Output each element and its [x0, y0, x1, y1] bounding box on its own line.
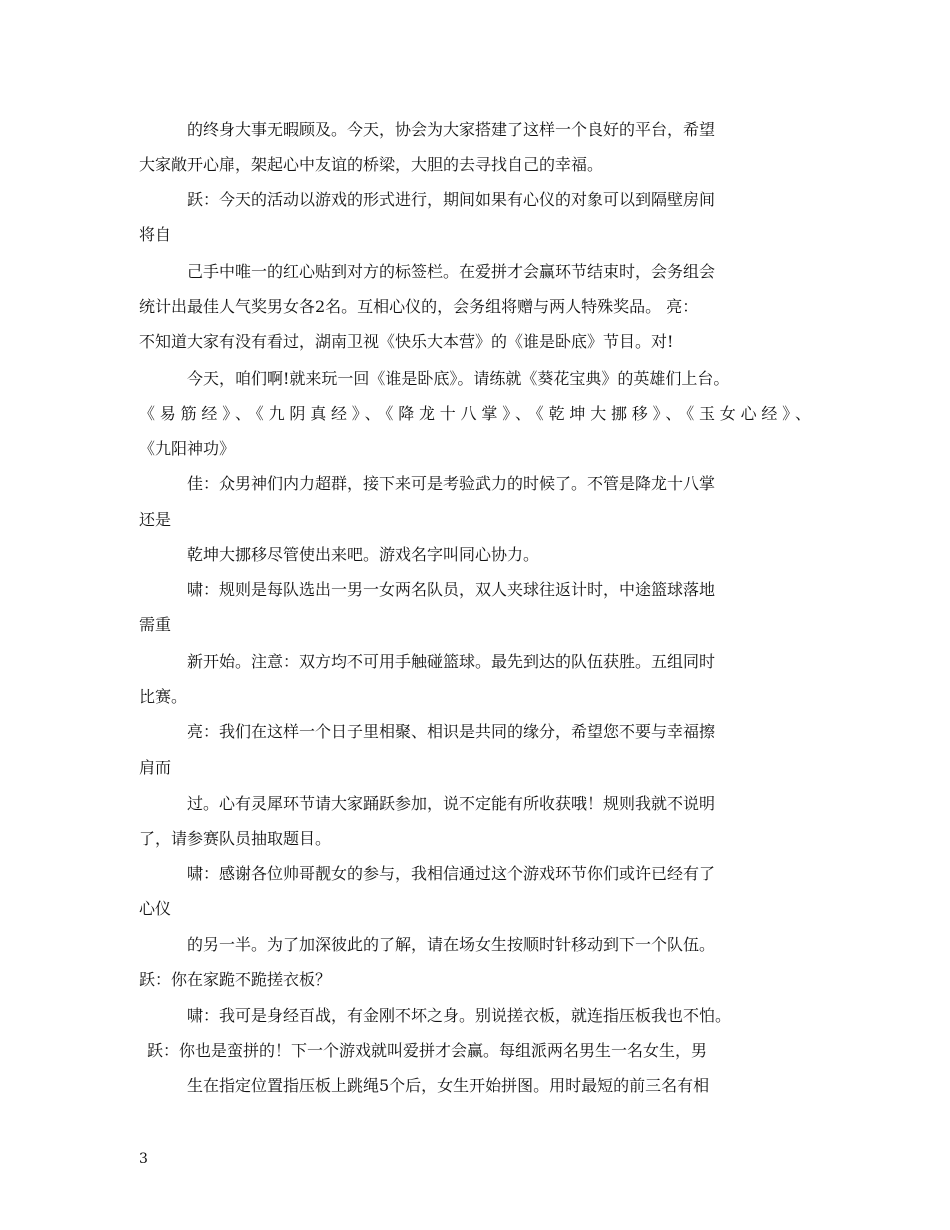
text-line: 《九阳神功》 [139, 439, 236, 458]
text-line: 己手中唯一的红心贴到对方的标签栏。在爱拼才会赢环节结束时，会务组会 [187, 262, 716, 281]
text-line: 跃：你也是蛮拼的！下一个游戏就叫爱拼才会赢。每组派两名男生一名女生，男 [147, 1041, 708, 1060]
text-line: 还是 [139, 510, 172, 529]
text-line: 《易筋经》、《九阴真经》、《降龙十八掌》、《乾坤大挪移》、《玉女心经》、 [139, 404, 811, 423]
text-line: 心仪 [139, 899, 172, 918]
text-line: 不知道大家有没有看过，湖南卫视《快乐大本营》的《谁是卧底》节目。对! [139, 332, 674, 351]
text-line: 过。心有灵犀环节请大家踊跃参加，说不定能有所收获哦！规则我就不说明 [187, 794, 716, 813]
text-line: 大家敞开心扉，架起心中友谊的桥梁，大胆的去寻找自己的幸福。 [139, 155, 604, 174]
page-number: 3 [139, 1151, 148, 1167]
text-line: 佳：众男神们内力超群，接下来可是考验武力的时候了。不管是降龙十八掌 [187, 474, 716, 493]
text-line: 啸：我可是身经百战，有金刚不坏之身。别说搓衣板，就连指压板我也不怕。 [187, 1006, 732, 1025]
text-line: 的另一半。为了加深彼此的了解，请在场女生按顺时针移动到下一个队伍。 [187, 935, 716, 954]
text-line: 亮：我们在这样一个日子里相聚、相识是共同的缘分，希望您不要与幸福擦 [187, 722, 716, 741]
text-line: 的终身大事无暇顾及。今天，协会为大家搭建了这样一个良好的平台，希望 [187, 120, 716, 139]
text-line: 乾坤大挪移尽管使出来吧。游戏名字叫同心协力。 [187, 545, 540, 564]
text-line: 了，请参赛队员抽取题目。 [139, 829, 332, 848]
text-line: 跃：你在家跪不跪搓衣板？ [139, 970, 332, 989]
text-line: 比赛。 [139, 687, 188, 706]
text-line: 啸：规则是每队选出一男一女两名队员，双人夹球往返计时，中途篮球落地 [187, 580, 716, 599]
text-line: 将自 [139, 225, 172, 244]
text-line: 统计出最佳人气奖男女各2名。互相心仪的，会务组将赠与两人特殊奖品。 亮： [139, 297, 699, 316]
text-line: 啸：感谢各位帅哥靓女的参与，我相信通过这个游戏环节你们或许已经有了 [187, 864, 716, 883]
text-line: 新开始。注意：双方均不可用手触碰篮球。最先到达的队伍获胜。五组同时 [187, 652, 716, 671]
text-line: 肩而 [139, 758, 172, 777]
text-line: 需重 [139, 615, 172, 634]
text-line: 跃：今天的活动以游戏的形式进行，期间如果有心仪的对象可以到隔壁房间 [187, 190, 716, 209]
text-line: 今天，咱们啊!就来玩一回《谁是卧底》。请练就《葵花宝典》的英雄们上台。 [187, 369, 730, 388]
text-line: 生在指定位置指压板上跳绳5个后，女生开始拼图。用时最短的前三名有相 [187, 1076, 710, 1095]
